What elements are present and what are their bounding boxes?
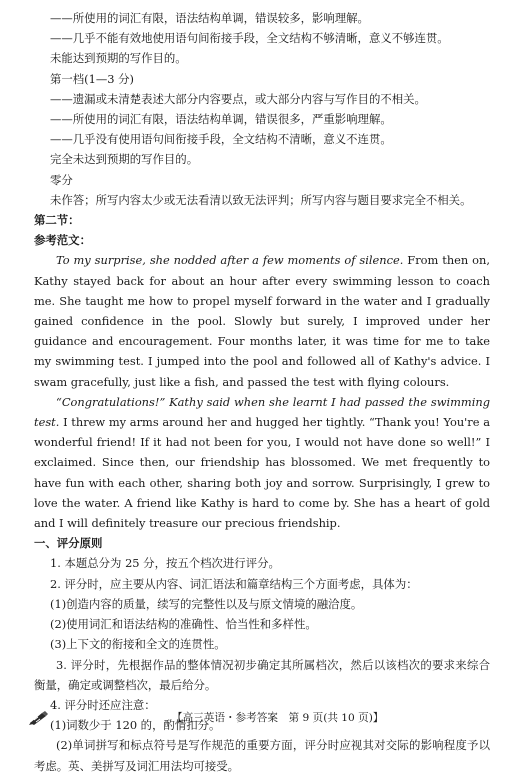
sample-essay bbox=[34, 250, 490, 533]
page-footer bbox=[0, 708, 514, 728]
principle-item-4-sub-2: (2)单词拼写和标点符号是写作规范的重要方面，评分时应视其对交际的影响程度予以考虑。英、美拼写及词汇用法均可接受。 bbox=[34, 738, 490, 773]
answer-key-page bbox=[34, 8, 490, 776]
grade0-text: 未作答；所写内容太少或无法看清以致无法评判；所写内容与题目要求完全不相关。 bbox=[50, 192, 472, 207]
footer-text: 【高三英语・参考答案 第 9 页(共 10 页)】 bbox=[172, 712, 384, 724]
principle-item-4-sub-1: (1)词数少于 120 的，酌情扣分。 bbox=[50, 718, 221, 733]
principle-item-4: 4. 评分时还应注意： bbox=[50, 697, 156, 712]
grade1-line-4: 完全未达到预期的写作目的。 bbox=[50, 152, 199, 167]
principle-item-2-sub-2: (2)使用词汇和语法结构的准确性、恰当性和多样性。 bbox=[50, 617, 317, 632]
essay-paragraph-2 bbox=[34, 392, 490, 533]
principle-item-1: 1. 本题总分为 25 分，按五个档次进行评分。 bbox=[50, 556, 280, 571]
grade3-line-3: 未能达到预期的写作目的。 bbox=[50, 51, 187, 66]
principles-heading: 一、评分原则 bbox=[34, 536, 103, 551]
section2-heading: 第二节： bbox=[34, 213, 80, 228]
grade1-line-3: ——几乎没有使用语句间衔接手段，全文结构不清晰，意义不连贯。 bbox=[50, 132, 392, 147]
principle-item-2-sub-3: (3)上下文的衔接和全文的连贯性。 bbox=[50, 637, 226, 652]
grade1-line-1: ——遗漏或未清楚表述大部分内容要点，或大部分内容与写作目的不相关。 bbox=[50, 91, 426, 106]
essay-p1-opening: To my surprise, she nodded after a few moments of silence. bbox=[56, 253, 404, 268]
pen-logo-icon bbox=[28, 710, 50, 726]
principle-item-3-block bbox=[34, 655, 490, 695]
principle-item-3: 3. 评分时，先根据作品的整体情况初步确定其所属档次，然后以该档次的要求来综合衡量，确定或调整档次，最后给分。 bbox=[34, 657, 490, 692]
essay-p2-opening: “Congratulations!” Kathy said when she learnt I had passed the swimming test. bbox=[34, 394, 490, 430]
grade0-title: 零分 bbox=[50, 172, 73, 187]
essay-p2-rest: I threw my arms around her and hugged her tightly. “Thank you! You're a wonderful friend! If it had not been for you, I would not have done so well!” I exclaimed. Since then, our friendship has blossomed. We met frequently to have fun with each other, sharing both joy and sorrow. Surprisingly, I grew to love the water. A friend like Kathy is hard to come by. She has a heart of gold and I will definitely treasure our precious friendship. bbox=[34, 415, 490, 531]
grade3-line-1: ——所使用的词汇有限，语法结构单调，错误较多，影响理解。 bbox=[50, 11, 369, 25]
grade1-title: 第一档(1—3 分) bbox=[50, 71, 134, 86]
grade3-line-2: ——几乎不能有效地使用语句间衔接手段，全文结构不够清晰，意义不够连贯。 bbox=[50, 31, 449, 46]
grade1-line-2: ——所使用的词汇有限，语法结构单调，错误很多，严重影响理解。 bbox=[50, 112, 392, 127]
principle-item-2-sub-1: (1)创造内容的质量，续写的完整性以及与原文情境的融洽度。 bbox=[50, 596, 363, 611]
essay-paragraph-1 bbox=[34, 250, 490, 391]
essay-p1-rest: From then on, Kathy stayed back for about an hour after every swimming lesson to coach me. She taught me how to propel myself forward in the water and I gradually gained confidence in the pool. Slowly but surely, I improved under her guidance and encouragement. Four months later, it was time for me to take my swimming test. I jumped into the pool and followed all of Kathy's advice. I swam gracefully, just like a fish, and passed the test with flying colours. bbox=[34, 253, 490, 389]
sample-heading: 参考范文： bbox=[34, 233, 91, 248]
principle-item-2: 2. 评分时，应主要从内容、词汇语法和篇章结构三个方面考虑，具体为： bbox=[50, 576, 418, 591]
principle-item-4-sub-2-block bbox=[34, 735, 490, 775]
